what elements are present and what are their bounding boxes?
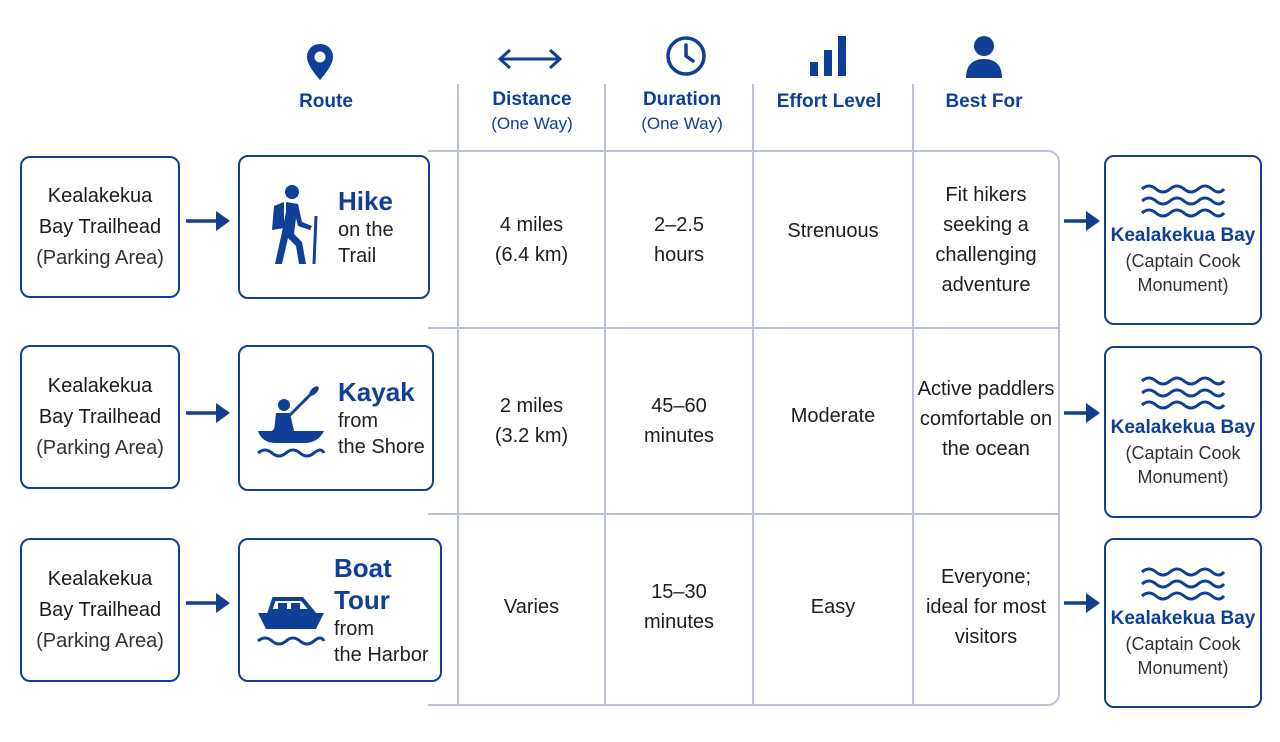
dest-name: Kealakekua Bay	[1110, 608, 1256, 629]
header-divider	[752, 84, 754, 150]
start-box-row-2	[20, 345, 180, 489]
best-for-cell-kayak	[914, 329, 1058, 509]
dest-box-row-1	[1104, 155, 1262, 325]
duration-cell-hike	[606, 152, 752, 327]
header-distance-sub: (One Way)	[491, 114, 573, 133]
route-sub-2: Trail	[338, 245, 377, 267]
duration-cell-boat	[606, 515, 752, 699]
hiker-icon	[256, 182, 326, 272]
duration-line-2: minutes	[643, 425, 715, 447]
start-line-3: (Parking Area)	[36, 629, 164, 652]
start-box-row-1	[20, 156, 180, 298]
route-title: Hike	[338, 186, 393, 216]
start-line-3: (Parking Area)	[36, 436, 164, 459]
distance-cell-boat	[459, 515, 604, 699]
effort-cell-kayak: Moderate	[790, 405, 876, 427]
best-for-line-1: Fit hikers	[945, 183, 1027, 206]
best-for-line-2: ideal for most	[925, 596, 1047, 618]
route-text-boat	[334, 552, 440, 668]
waves-icon	[1140, 375, 1226, 411]
best-for-line-3: visitors	[954, 626, 1018, 648]
route-sub-2: the Shore	[338, 436, 425, 458]
arrow-right-icon	[184, 400, 232, 426]
header-duration	[612, 88, 752, 136]
dest-sub-2: Monument)	[1137, 275, 1229, 295]
kayaker-icon	[256, 373, 326, 463]
route-sub-1: from	[338, 410, 378, 432]
route-box-boat	[238, 538, 442, 682]
waves-icon	[1140, 183, 1226, 219]
dest-name: Kealakekua Bay	[1110, 225, 1256, 246]
arrow-right-icon	[1062, 590, 1102, 616]
effort-cell-hike: Strenuous	[787, 220, 879, 242]
best-for-line-4: adventure	[941, 273, 1031, 296]
dest-name: Kealakekua Bay	[1110, 417, 1256, 438]
route-box-hike	[238, 155, 430, 299]
best-for-line-3: the ocean	[942, 438, 1030, 460]
dest-sub-2: Monument)	[1137, 658, 1229, 678]
duration-cell-kayak	[606, 329, 752, 513]
map-pin-icon	[304, 42, 336, 82]
route-sub-1: on the	[338, 219, 394, 241]
start-line-2: Bay Trailhead	[38, 598, 162, 621]
best-for-line-1: Active paddlers	[917, 378, 1055, 400]
clock-icon	[664, 34, 708, 78]
duration-line-2: hours	[653, 243, 705, 266]
header-divider	[604, 84, 606, 150]
route-sub-2: the Harbor	[334, 644, 429, 666]
header-effort: Effort Level	[776, 91, 882, 112]
dest-sub-1: (Captain Cook	[1125, 443, 1241, 463]
best-for-line-3: challenging	[935, 243, 1037, 266]
distance-cell-hike	[459, 152, 604, 327]
start-line-2: Bay Trailhead	[38, 215, 162, 238]
route-sub-1: from	[334, 618, 374, 640]
dest-sub-1: (Captain Cook	[1125, 634, 1241, 654]
header-best-for: Best For	[945, 91, 1023, 112]
header-distance-label: Distance	[492, 89, 572, 110]
signal-bars-icon	[808, 34, 850, 78]
header-route: Route	[299, 91, 353, 112]
start-line-1: Kealakekua	[47, 184, 153, 207]
header-duration-label: Duration	[642, 89, 722, 110]
best-for-line-2: seeking a	[943, 213, 1029, 236]
distance-cell-kayak	[459, 329, 604, 513]
duration-line-1: 2–2.5	[653, 213, 705, 236]
dest-sub-2: Monument)	[1137, 467, 1229, 487]
arrow-right-icon	[184, 590, 232, 616]
duration-line-1: 15–30	[651, 581, 707, 603]
best-for-cell-hike	[914, 152, 1058, 327]
header-divider	[912, 84, 914, 150]
arrow-right-icon	[184, 208, 232, 234]
dest-sub-1: (Captain Cook	[1125, 251, 1241, 271]
best-for-line-2: comfortable on	[919, 408, 1053, 430]
waves-icon	[1140, 566, 1226, 602]
header-distance	[462, 88, 602, 136]
duration-line-2: minutes	[643, 611, 715, 633]
person-icon	[962, 34, 1006, 80]
route-title: Boat Tour	[334, 553, 392, 615]
double-arrow-icon	[496, 46, 564, 72]
start-line-1: Kealakekua	[47, 567, 153, 590]
distance-line-2: (3.2 km)	[494, 425, 569, 447]
distance-line-1: Varies	[503, 596, 560, 618]
arrow-right-icon	[1062, 208, 1102, 234]
distance-line-1: 2 miles	[499, 395, 564, 417]
arrow-right-icon	[1062, 400, 1102, 426]
route-title: Kayak	[338, 377, 415, 407]
best-for-line-1: Everyone;	[940, 566, 1032, 588]
route-box-kayak	[238, 345, 434, 491]
dest-box-row-2	[1104, 346, 1262, 518]
distance-line-1: 4 miles	[499, 213, 564, 236]
boat-icon	[256, 565, 326, 655]
header-duration-sub: (One Way)	[641, 114, 723, 133]
route-text-kayak	[338, 376, 425, 460]
distance-line-2: (6.4 km)	[494, 243, 569, 266]
duration-line-1: 45–60	[651, 395, 707, 417]
start-line-1: Kealakekua	[47, 374, 153, 397]
dest-box-row-3	[1104, 538, 1262, 708]
best-for-cell-boat	[914, 515, 1058, 699]
header-divider	[457, 84, 459, 150]
effort-cell-boat: Easy	[810, 596, 856, 618]
start-box-row-3	[20, 538, 180, 682]
route-text-hike	[338, 185, 394, 269]
start-line-3: (Parking Area)	[36, 246, 164, 269]
start-line-2: Bay Trailhead	[38, 405, 162, 428]
